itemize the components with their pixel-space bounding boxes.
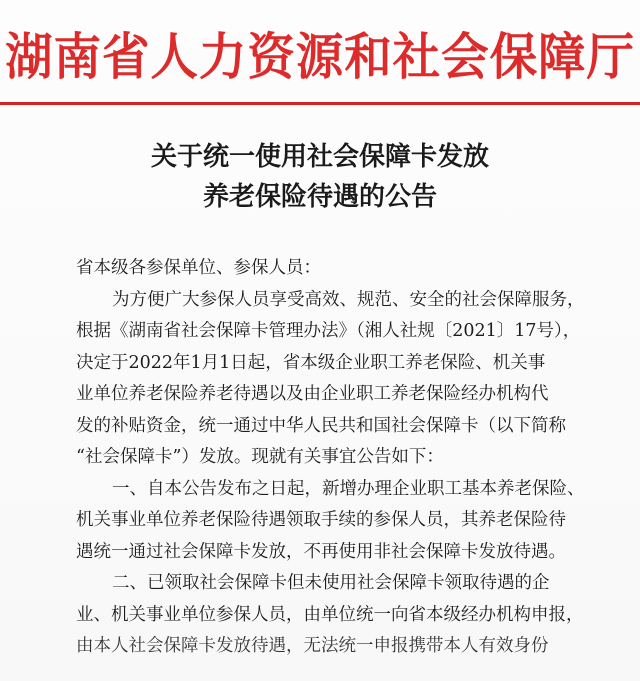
paragraph-line: 一、自本公告发布之日起，新增办理企业职工基本养老保险、	[112, 478, 585, 499]
paragraph-3	[76, 568, 606, 656]
title-line-1: 关于统一使用社会保障卡发放	[150, 142, 489, 172]
paragraph-line: 业、机关事业单位参保人员，由单位统一向省本级经办机构申报，	[76, 604, 584, 625]
paragraph-line: 决定于2022年1月1日起，省本级企业职工养老保险、机关事	[76, 352, 546, 373]
issuer-header: 湖南省人力资源和社会保障厅	[5, 27, 635, 86]
paragraph-line: “社会保障卡”）发放。现就有关事宜公告如下：	[76, 447, 444, 467]
paragraph-line: 为方便广大参保人员享受高效、规范、安全的社会保障服务，	[112, 289, 585, 310]
document-title	[0, 137, 640, 217]
paragraph-1	[76, 285, 606, 474]
header-divider	[0, 102, 640, 105]
paragraph-2	[76, 474, 606, 569]
paragraph-line: 机关事业单位养老保险待遇领取手续的参保人员，其养老保险待	[76, 510, 566, 530]
paragraph-line: 二、已领取社会保障卡但未使用社会保障卡领取待遇的企	[112, 573, 550, 593]
paragraph-line: 业单位养老保险养老待遇以及由企业职工养老保险经办机构代	[76, 384, 549, 404]
salutation: 省本级各参保单位、参保人员：	[76, 258, 321, 278]
title-line-2: 养老保险待遇的公告	[202, 182, 437, 212]
paragraph-line: 发的补贴资金，统一通过中华人民共和国社会保障卡（以下简称	[76, 415, 566, 436]
paragraph-line: 根据《湖南省社会保障卡管理办法》（湘人社规〔2021〕17号），	[76, 321, 581, 341]
paragraph-line: 遇统一通过社会保障卡发放，不再使用非社会保障卡发放待遇。	[76, 541, 566, 562]
paragraph-line-partial: 由本人社会保障卡发放待遇，无法统一申报携带本人有效身份	[76, 636, 549, 656]
document-body	[76, 253, 606, 656]
